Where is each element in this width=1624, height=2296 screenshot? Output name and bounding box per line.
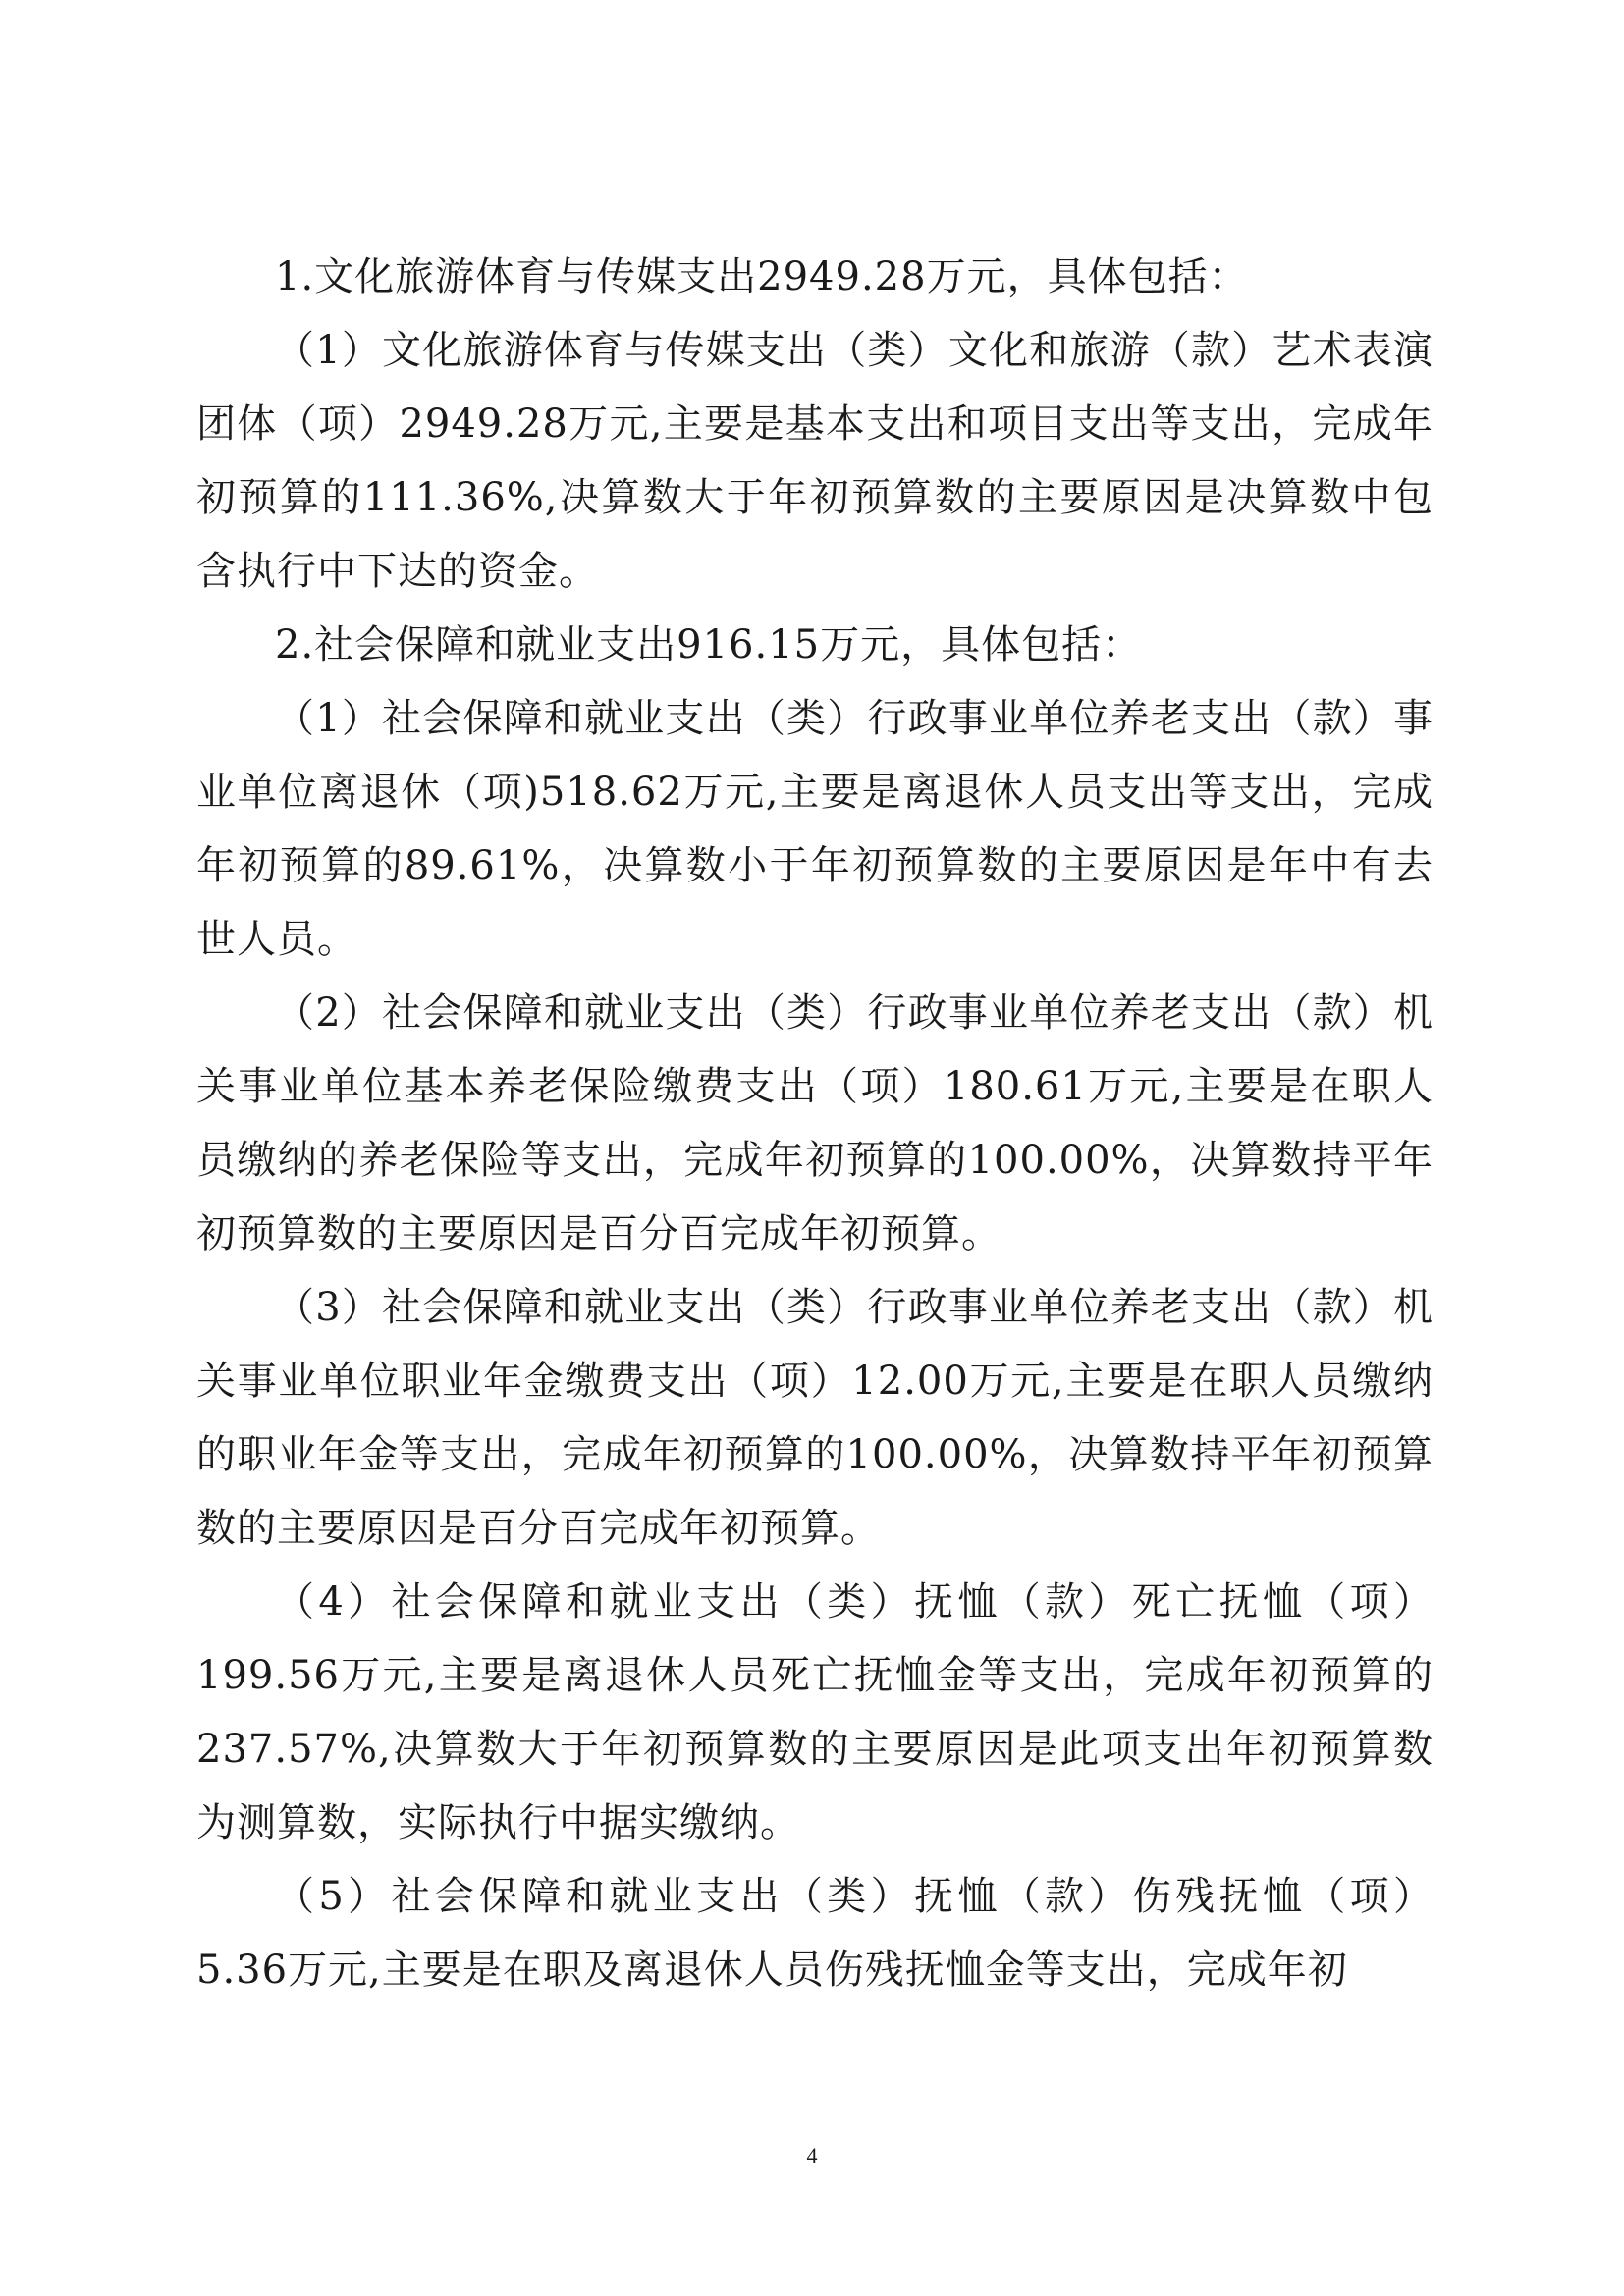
item-retirement: （1）社会保障和就业支出（类）行政事业单位养老支出（款）事业单位离退休（项)518.62万元,主要是离退休人员支出等支出，完成年初预算的89.61%，决算数小于年初预算数的主要原因是年中有去世人员。	[196, 696, 1434, 962]
section-heading-culture: 1.文化旅游体育与传媒支出2949.28万元，具体包括：	[275, 254, 1249, 299]
body-text	[196, 240, 1434, 2007]
item-death-pension: （4）社会保障和就业支出（类）抚恤（款）死亡抚恤（项）199.56万元,主要是离退休人员死亡抚恤金等支出，完成年初预算的237.57%,决算数大于年初预算数的主要原因是此项支出年初预算数为测算数，实际执行中据实缴纳。	[196, 1579, 1434, 1845]
item-basic-pension-insurance: （2）社会保障和就业支出（类）行政事业单位养老支出（款）机关事业单位基本养老保险缴费支出（项）180.61万元,主要是在职人员缴纳的养老保险等支出，完成年初预算的100.00%，决算数持平年初预算数的主要原因是百分百完成年初预算。	[196, 990, 1434, 1256]
item-disability-pension: （5）社会保障和就业支出（类）抚恤（款）伤残抚恤（项）5.36万元,主要是在职及离退休人员伤残抚恤金等支出，完成年初	[196, 1874, 1434, 1993]
section-heading-social-security: 2.社会保障和就业支出916.15万元，具体包括：	[275, 622, 1143, 667]
item-art-troupe: （1）文化旅游体育与传媒支出（类）文化和旅游（款）艺术表演团体（项）2949.28万元,主要是基本支出和项目支出等支出，完成年初预算的111.36%,决算数大于年初预算数的主要原因是决算数中包含执行中下达的资金。	[196, 328, 1434, 594]
page-number: 4	[806, 2143, 818, 2167]
item-occupational-annuity: （3）社会保障和就业支出（类）行政事业单位养老支出（款）机关事业单位职业年金缴费支出（项）12.00万元,主要是在职人员缴纳的职业年金等支出，完成年初预算的100.00%，决算数持平年初预算数的主要原因是百分百完成年初预算。	[196, 1285, 1434, 1551]
